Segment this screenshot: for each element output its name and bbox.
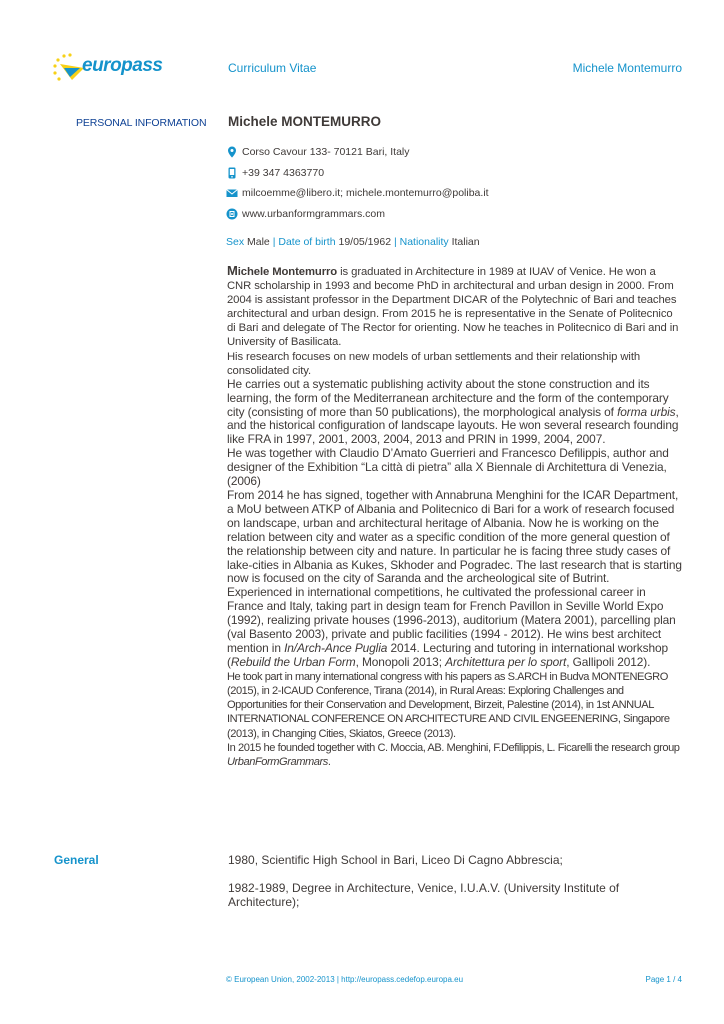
address-row bbox=[226, 144, 410, 160]
biography bbox=[227, 264, 682, 769]
separator: | bbox=[393, 236, 397, 248]
email-row bbox=[226, 185, 489, 201]
bio-paragraph bbox=[227, 378, 682, 448]
bio-name: ichele Montemurro bbox=[237, 266, 338, 278]
phone-text: +39 347 4363770 bbox=[242, 167, 325, 179]
location-pin-icon bbox=[226, 146, 238, 158]
bio-initial: M bbox=[227, 263, 238, 278]
full-name: Michele MONTEMURRO bbox=[228, 114, 382, 129]
bio-text: Experienced in international competitions, he cultivated the professional career in France and Italy, taking part in design team for French Pavillon in Seville World Expo (1992), realizing private houses (1996-2013), auditorium (Matera 2001), parcelling plan (val Basento 2003), private and public facilities (1994 - 2012). He wins best architect mention in bbox=[227, 585, 676, 655]
bio-text: is graduated in Architecture in 1989 at IUAV of Venice. He won a CNR scholarship in 1993 and become PhD in architectural and urban design in 2000. From 2004 is assistant professor in the Department DICAR of the Polytechnic of Bari and teaches architectural and urban design. From 2015 he is representative in the Senate of Politecnico di Bari and delegate of The Rector for orienting. Now he teaches in Politecnico di Bari and in University of Basilicata. bbox=[227, 266, 679, 349]
sex-label: Sex bbox=[226, 236, 245, 248]
bio-paragraph: From 2014 he has signed, together with Annabruna Menghini for the ICAR Department, a MoU between ATKP of Albania and Politecnico di Bari for a work of research focused on landscape, urban and architectural heritage of Albania. Now he is working on the relation between city and water as a specific condition of the more general question of the relationship between city and nature. In particular he is facing three study cases of lake-cities in Albania as Kukes, Skhoder and Pogradec. The last research that is starting now is focused on the city of Saranda and the archeological site of Butrint. bbox=[227, 488, 682, 586]
header-name: Michele Montemurro bbox=[572, 61, 682, 75]
page-number: Page 1 / 4 bbox=[645, 975, 682, 984]
section-label-personal-information: PERSONAL INFORMATION bbox=[76, 117, 207, 129]
bio-emphasis: UrbanFormGrammars bbox=[227, 756, 328, 768]
sex-value: Male bbox=[247, 236, 270, 248]
bio-emphasis: forma urbis bbox=[617, 404, 676, 419]
bio-paragraph: He took part in many international congress with his papers as S.ARCH in Budva MONTENEGRO (2015), in 2-ICAUD Conference, Tirana (2014), in Rural Areas: Exploring Challenges and Opportunities for their Conservation and Development, Birzeit, Palestine (2014), in 1st ANNUAL INTERNATIONAL CONFERENCE ON ARCHITECTURE AND CIVIL ENGEENERING, Singapore (2013), in Changing Cities, Skiatos, Greece (2013). bbox=[227, 670, 670, 740]
nationality-label: Nationality bbox=[399, 236, 449, 248]
website-link[interactable]: www.urbanformgrammars.com bbox=[242, 208, 385, 220]
footer-copyright: © European Union, 2002-2013 | http://europass.cedefop.europa.eu bbox=[226, 975, 464, 984]
bio-text: 2014. Lecturing and tutoring in international workshop ( bbox=[227, 640, 669, 669]
bio-text: , and the historical configuration of landscape layouts. He won several research founding like FRA in 1997, 2001, 2003, 2004, 2013 and PRIN in 1999, 2004, 2007. bbox=[227, 404, 679, 447]
bio-paragraph bbox=[227, 741, 682, 769]
website-row bbox=[226, 206, 385, 222]
europass-logo-text: europass bbox=[82, 55, 163, 76]
general-item: 1980, Scientific High School in Bari, Liceo Di Cagno Abbrescia; bbox=[228, 853, 563, 867]
general-item: 1982-1989, Degree in Architecture, Venice, I.U.A.V. (University Institute of Architecture); bbox=[228, 881, 620, 909]
bio-paragraph: He was together with Claudio D’Amato Guerrieri and Francesco Defilippis, author and designer of the Exhibition “La città di pietra” alla X Biennale di Architettura di Venezia, (2006) bbox=[227, 446, 669, 489]
bio-text: , Monopoli 2013; bbox=[355, 654, 446, 669]
phone-row bbox=[226, 165, 324, 181]
email-text[interactable]: milcoemme@libero.it; michele.montemurro@poliba.it bbox=[242, 187, 489, 199]
dob-label: Date of birth bbox=[278, 236, 336, 248]
web-icon bbox=[226, 208, 238, 220]
bio-text: , Gallipoli 2012). bbox=[566, 654, 651, 669]
header-cv-label: Curriculum Vitae bbox=[228, 61, 317, 75]
bio-text: He carries out a systematic publishing activity about the stone construction and its learning, the form of the Mediterranean architecture and the form of the contemporary city (consisting of more than 50 publications), the morphological analysis of bbox=[227, 376, 669, 419]
bio-emphasis: Rebuild the Urban Form bbox=[230, 654, 356, 669]
bio-text: In 2015 he founded together with C. Moccia, AB. Menghini, F.Defilippis, L. Ficarelli the research group bbox=[227, 741, 680, 754]
bio-paragraph bbox=[227, 264, 682, 350]
email-icon bbox=[226, 187, 238, 199]
address-text: Corso Cavour 133- 70121 Bari, Italy bbox=[242, 146, 410, 158]
separator: | bbox=[272, 236, 276, 248]
bio-emphasis: Architettura per lo sport bbox=[445, 654, 567, 669]
bio-text: . bbox=[327, 756, 331, 768]
nationality-value: Italian bbox=[451, 236, 480, 248]
personal-meta-line bbox=[226, 236, 480, 248]
phone-icon bbox=[226, 167, 238, 179]
bio-paragraph: His research focuses on new models of urban settlements and their relationship with consolidated city. bbox=[227, 350, 641, 377]
bio-paragraph bbox=[227, 586, 682, 669]
bio-emphasis: In/Arch-Ance Puglia bbox=[284, 640, 388, 655]
section-label-general: General bbox=[54, 853, 99, 867]
dob-value: 19/05/1962 bbox=[338, 236, 392, 248]
